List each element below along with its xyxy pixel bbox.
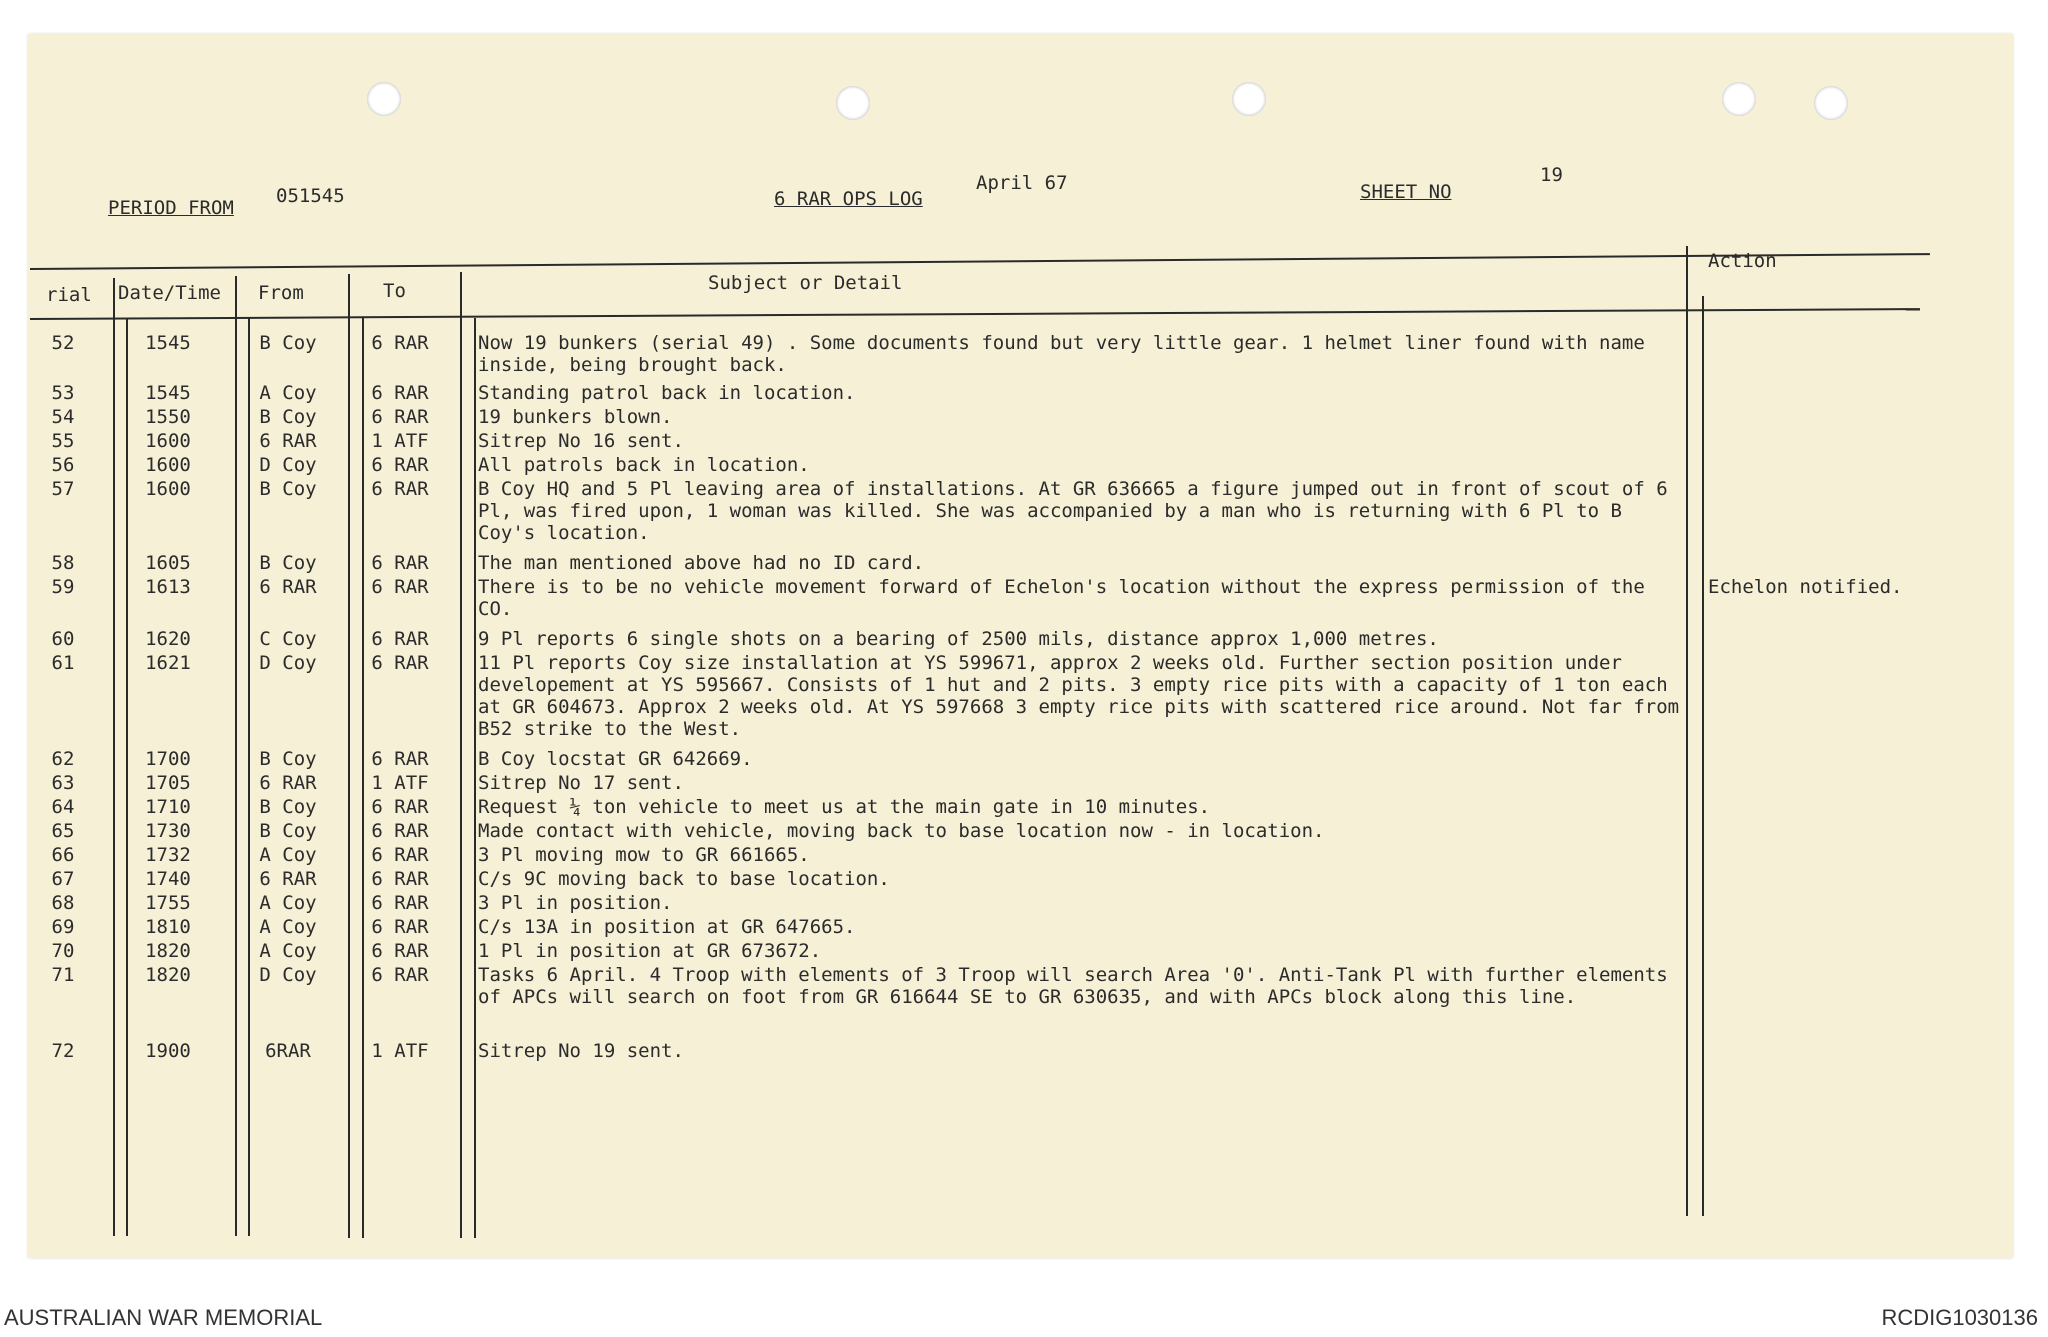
footer-left: AUSTRALIAN WAR MEMORIAL — [4, 1305, 323, 1330]
row-detail: The man mentioned above had no ID card. — [478, 552, 925, 574]
log-title: 6 RAR OPS LOG — [774, 188, 923, 210]
punch-hole — [836, 86, 870, 120]
row-from: B Coy — [259, 552, 317, 574]
col-divider — [235, 276, 237, 1236]
row-serial: 66 — [51, 844, 75, 866]
row-to: 6 RAR — [371, 820, 429, 842]
col-divider — [1686, 246, 1688, 1216]
punch-hole — [1232, 82, 1266, 116]
row-detail: All patrols back in location. — [478, 454, 810, 476]
row-time: 1600 — [145, 478, 191, 500]
row-to: 1 ATF — [371, 1040, 429, 1062]
row-from: A Coy — [259, 844, 317, 866]
row-serial: 69 — [51, 916, 75, 938]
sheet-value: 19 — [1540, 164, 1563, 186]
row-detail: 11 Pl reports Coy size installation at YS 599671, approx 2 weeks old. Further section position under developement at YS 595667. Consists of 1 hut and 2 pits. 3 empty rice pits with a capacity of 1 ton each at GR 604673. Approx 2 weeks old. At YS 597668 3 empty rice pits with scattered rice around. Not far from B52 strike to the West. — [478, 652, 1680, 740]
row-to: 1 ATF — [371, 430, 429, 452]
row-detail: There is to be no vehicle movement forward of Echelon's location without the express permission of the CO. — [478, 576, 1645, 620]
row-serial: 59 — [51, 576, 75, 598]
row-time: 1613 — [145, 576, 191, 598]
row-to: 6 RAR — [371, 382, 429, 404]
row-time: 1600 — [145, 430, 191, 452]
punch-hole — [1722, 82, 1756, 116]
row-detail: B Coy locstat GR 642669. — [478, 748, 753, 770]
row-from: A Coy — [259, 916, 317, 938]
row-to: 6 RAR — [371, 892, 429, 914]
row-from: D Coy — [259, 964, 317, 986]
row-time: 1820 — [145, 940, 191, 962]
footer-right: RCDIG1030136 — [1881, 1305, 2038, 1330]
row-detail: 19 bunkers blown. — [478, 406, 673, 428]
row-from: B Coy — [259, 332, 317, 354]
row-detail: Tasks 6 April. 4 Troop with elements of 3 Troop will search Area '0'. Anti-Tank Pl with further elements of APCs will search on foot from GR 616644 SE to GR 630635, and with APCs block along this line. — [478, 964, 1668, 1008]
punch-hole — [367, 82, 401, 116]
row-time: 1600 — [145, 454, 191, 476]
row-from: A Coy — [259, 382, 317, 404]
row-from: B Coy — [259, 748, 317, 770]
col-divider — [460, 272, 462, 1238]
col-datetime-heading: Date/Time — [118, 282, 221, 304]
row-from: B Coy — [259, 796, 317, 818]
row-serial: 68 — [51, 892, 75, 914]
month: April 67 — [976, 172, 1068, 194]
row-detail: B Coy HQ and 5 Pl leaving area of installations. At GR 636665 a figure jumped out in front of scout of 6 Pl, was fired upon, 1 woman was killed. She was accompanied by a man who is returning with 6 Pl to B Coy's location. — [478, 478, 1668, 544]
period-label: PERIOD FROM — [108, 197, 234, 219]
row-serial: 58 — [51, 552, 75, 574]
col-from-heading: From — [258, 282, 304, 304]
row-time: 1740 — [145, 868, 191, 890]
row-detail: Sitrep No 17 sent. — [478, 772, 684, 794]
row-from: B Coy — [259, 406, 317, 428]
row-time: 1820 — [145, 964, 191, 986]
col-divider — [1702, 296, 1704, 1216]
row-from: B Coy — [259, 478, 317, 500]
row-detail: Standing patrol back in location. — [478, 382, 856, 404]
row-from: D Coy — [259, 454, 317, 476]
row-to: 6 RAR — [371, 576, 429, 598]
row-serial: 62 — [51, 748, 75, 770]
row-serial: 63 — [51, 772, 75, 794]
row-detail: Made contact with vehicle, moving back to base location now - in location. — [478, 820, 1325, 842]
row-from: 6 RAR — [259, 868, 317, 890]
col-divider — [348, 274, 350, 1238]
col-divider — [474, 318, 476, 1238]
row-serial: 71 — [51, 964, 75, 986]
row-time: 1620 — [145, 628, 191, 650]
row-time: 1755 — [145, 892, 191, 914]
row-from: 6RAR — [265, 1040, 311, 1062]
row-time: 1900 — [145, 1040, 191, 1062]
row-from: B Coy — [259, 820, 317, 842]
row-serial: 60 — [51, 628, 75, 650]
row-time: 1545 — [145, 382, 191, 404]
row-time: 1710 — [145, 796, 191, 818]
row-detail: C/s 13A in position at GR 647665. — [478, 916, 856, 938]
row-from: 6 RAR — [259, 430, 317, 452]
row-serial: 57 — [51, 478, 75, 500]
row-time: 1605 — [145, 552, 191, 574]
row-serial: 64 — [51, 796, 75, 818]
row-to: 6 RAR — [371, 844, 429, 866]
row-serial: 61 — [51, 652, 75, 674]
col-serial-heading: rial — [46, 284, 92, 306]
row-to: 6 RAR — [371, 628, 429, 650]
row-to: 6 RAR — [371, 454, 429, 476]
row-to: 6 RAR — [371, 868, 429, 890]
row-serial: 53 — [51, 382, 75, 404]
row-time: 1810 — [145, 916, 191, 938]
row-serial: 56 — [51, 454, 75, 476]
row-from: A Coy — [259, 940, 317, 962]
row-action: Echelon notified. — [1708, 576, 1903, 598]
period-value: 051545 — [276, 185, 345, 207]
row-to: 6 RAR — [371, 406, 429, 428]
row-time: 1700 — [145, 748, 191, 770]
row-time: 1550 — [145, 406, 191, 428]
row-time: 1732 — [145, 844, 191, 866]
row-to: 6 RAR — [371, 796, 429, 818]
row-time: 1730 — [145, 820, 191, 842]
punch-hole — [1814, 86, 1848, 120]
row-detail: C/s 9C moving back to base location. — [478, 868, 890, 890]
row-detail: 1 Pl in position at GR 673672. — [478, 940, 822, 962]
row-to: 6 RAR — [371, 748, 429, 770]
row-detail: Sitrep No 19 sent. — [478, 1040, 684, 1062]
row-serial: 52 — [51, 332, 75, 354]
row-serial: 55 — [51, 430, 75, 452]
row-time: 1621 — [145, 652, 191, 674]
row-detail: Sitrep No 16 sent. — [478, 430, 684, 452]
row-to: 6 RAR — [371, 478, 429, 500]
row-time: 1545 — [145, 332, 191, 354]
row-to: 6 RAR — [371, 940, 429, 962]
row-to: 1 ATF — [371, 772, 429, 794]
col-to-heading: To — [383, 280, 406, 302]
row-to: 6 RAR — [371, 964, 429, 986]
row-detail: 3 Pl in position. — [478, 892, 673, 914]
row-detail: Request ¼ ton vehicle to meet us at the main gate in 10 minutes. — [478, 796, 1211, 818]
row-from: 6 RAR — [259, 772, 317, 794]
row-to: 6 RAR — [371, 552, 429, 574]
col-action-heading: Action — [1708, 250, 1777, 272]
row-to: 6 RAR — [371, 916, 429, 938]
row-from: C Coy — [259, 628, 317, 650]
row-from: D Coy — [259, 652, 317, 674]
row-detail: Now 19 bunkers (serial 49) . Some documents found but very little gear. 1 helmet liner found with name inside, being brought back. — [478, 332, 1645, 376]
row-to: 6 RAR — [371, 332, 429, 354]
row-time: 1705 — [145, 772, 191, 794]
row-serial: 72 — [51, 1040, 75, 1062]
row-to: 6 RAR — [371, 652, 429, 674]
row-detail: 3 Pl moving mow to GR 661665. — [478, 844, 810, 866]
sheet-label: SHEET NO — [1360, 181, 1452, 203]
row-from: 6 RAR — [259, 576, 317, 598]
row-from: A Coy — [259, 892, 317, 914]
row-serial: 67 — [51, 868, 75, 890]
col-detail-heading: Subject or Detail — [708, 272, 903, 294]
row-serial: 70 — [51, 940, 75, 962]
row-detail: 9 Pl reports 6 single shots on a bearing of 2500 mils, distance approx 1,000 metres. — [478, 628, 1439, 650]
row-serial: 54 — [51, 406, 75, 428]
col-divider — [113, 278, 115, 1236]
row-serial: 65 — [51, 820, 75, 842]
